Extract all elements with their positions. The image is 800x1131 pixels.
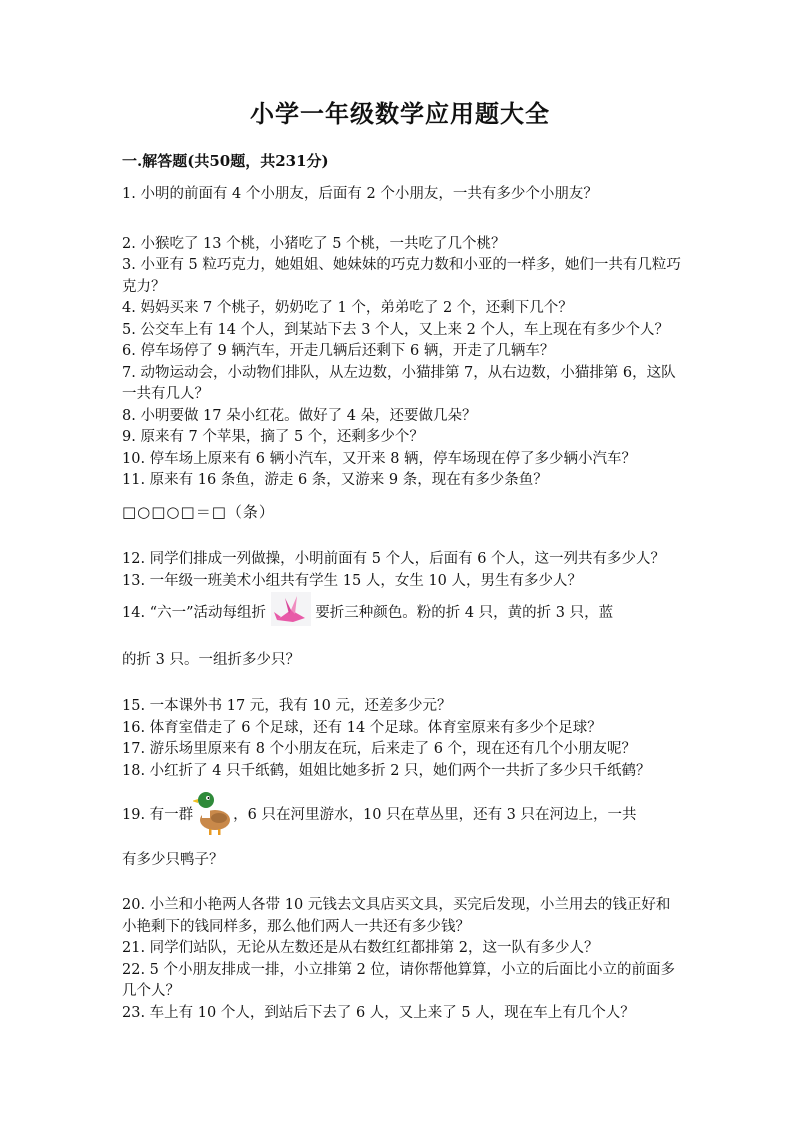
question-14-text-b: 要折三种颜色。粉的折 4 只，黄的折 3 只，蓝 bbox=[315, 605, 614, 621]
question-6: 6. 停车场停了 9 辆汽车，开走几辆后还剩下 6 辆，开走了几辆车？ bbox=[122, 343, 555, 359]
question-list bbox=[122, 184, 682, 1024]
question-1: 1. 小明的前面有 4 个小朋友，后面有 2 个小朋友，一共有多少个小朋友？ bbox=[122, 186, 598, 202]
question-10: 10. 停车场上原来有 6 辆小汽车，又开来 8 辆，停车场现在停了多少辆小汽车？ bbox=[122, 450, 637, 467]
question-23: 23. 车上有 10 个人，到站后下去了 6 人，又上来了 5 人，现在车上有几个人？ bbox=[122, 1004, 635, 1021]
paper-crane-icon bbox=[271, 592, 311, 634]
question-19-text-b: ，6 只在河里游水，10 只在草丛里，还有 3 只在河边上，一共 bbox=[233, 807, 637, 823]
question-19-text-a: 19. 有一群 bbox=[122, 807, 194, 823]
question-8: 8. 小明要做 17 朵小红花。做好了 4 朵，还要做几朵？ bbox=[122, 407, 477, 424]
duck-icon bbox=[193, 788, 233, 844]
question-16: 16. 体育室借走了 6 个足球，还有 14 个足球。体育室原来有多少个足球？ bbox=[122, 719, 602, 736]
question-19 bbox=[122, 788, 682, 871]
question-13: 13. 一年级一班美术小组共有学生 15 人，女生 10 人，男生有多少人？ bbox=[122, 572, 583, 589]
page-title: 小学一年级数学应用题大全 bbox=[250, 99, 550, 128]
question-3: 3. 小亚有 5 粒巧克力，她姐姐、她妹妹的巧克力数和小亚的一样多，她们一共有几粒巧克力？ bbox=[122, 257, 681, 295]
question-15: 15. 一本课外书 17 元，我有 10 元，还差多少元？ bbox=[122, 698, 452, 714]
question-12: 12. 同学们排成一列做操，小明前面有 5 个人，后面有 6 个人，这一列共有多少人？ bbox=[122, 551, 666, 567]
question-11: 11. 原来有 16 条鱼，游走 6 条，又游来 9 条，现在有多少条鱼？ bbox=[122, 472, 548, 488]
question-18: 18. 小红折了 4 只千纸鹤，姐姐比她多折 2 只，她们两个一共折了多少只千纸鹤？ bbox=[122, 762, 651, 779]
question-9: 9. 原来有 7 个苹果，摘了 5 个，还剩多少个？ bbox=[122, 429, 424, 445]
question-4: 4. 妈妈买来 7 个桃子，奶奶吃了 1 个，弟弟吃了 2 个，还剩下几个？ bbox=[122, 300, 573, 316]
question-5: 5. 公交车上有 14 个人，到某站下去 3 个人，又上来 2 个人，车上现在有多少个人？ bbox=[122, 321, 669, 338]
section-heading: 一.解答题(共50题，共231分) bbox=[122, 152, 329, 170]
question-7: 7. 动物运动会，小动物们排队，从左边数，小猫排第 7，从右边数，小猫排第 6，这队一共有几人？ bbox=[122, 364, 676, 402]
question-17: 17. 游乐场里原来有 8 个小朋友在玩，后来走了 6 个，现在还有几个小朋友呢？ bbox=[122, 741, 637, 757]
question-14-text-a: 14. “六一”活动每组折 bbox=[122, 605, 266, 621]
question-11-formula: □○□○□＝□（条） bbox=[122, 502, 275, 521]
question-14-text-c: 的折 3 只。一组折多少只？ bbox=[122, 652, 300, 668]
question-14 bbox=[122, 592, 682, 672]
question-20: 20. 小兰和小艳两人各带 10 元钱去文具店买文具，买完后发现，小兰用去的钱正好和小艳剩下的钱同样多，那么他们两人一共还有多少钱？ bbox=[122, 897, 671, 935]
question-21: 21. 同学们站队，无论从左数还是从右数红红都排第 2，这一队有多少人？ bbox=[122, 940, 599, 956]
question-19-text-c: 有多少只鸭子？ bbox=[122, 851, 224, 868]
question-2: 2. 小猴吃了 13 个桃，小猪吃了 5 个桃，一共吃了几个桃？ bbox=[122, 235, 506, 252]
question-22: 22. 5 个小朋友排成一排，小立排第 2 位，请你帮他算算，小立的后面比小立的前面多几个人？ bbox=[122, 961, 675, 999]
